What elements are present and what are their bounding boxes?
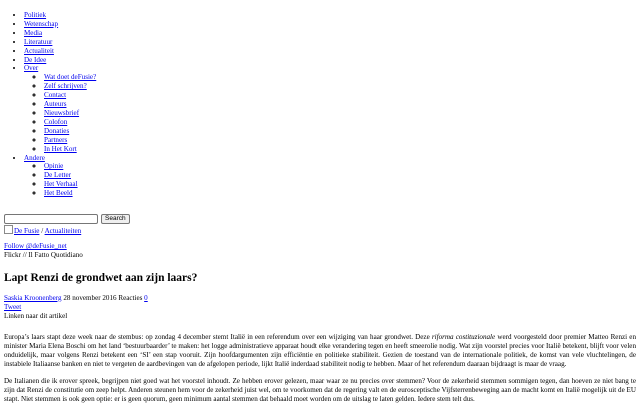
article-body	[4, 333, 636, 403]
submenu-andere	[24, 162, 640, 198]
submenu-item[interactable]	[44, 189, 640, 198]
article-paragraph	[4, 333, 636, 369]
breadcrumb-separator: /	[39, 227, 45, 236]
submenu-item[interactable]	[44, 162, 640, 171]
main-navigation	[0, 0, 640, 198]
submenu-item[interactable]	[44, 109, 640, 118]
nav-item-actualiteit[interactable]	[24, 47, 640, 56]
nav-link-auteurs[interactable]: Auteurs	[44, 100, 67, 109]
follow-block	[4, 242, 640, 251]
site-logo-alt: De Fusie	[14, 227, 40, 236]
submenu-item[interactable]	[44, 145, 640, 154]
author-link[interactable]: Saskia Kroonenberg	[4, 293, 62, 302]
submenu-item[interactable]	[44, 91, 640, 100]
twitter-follow-link[interactable]: Follow @deFusie_net	[4, 241, 67, 250]
reactions-label: Reacties	[118, 293, 143, 302]
nav-link-opinie[interactable]: Opinie	[44, 162, 64, 171]
submenu-item[interactable]	[44, 127, 640, 136]
nav-link-politiek[interactable]: Politiek	[24, 11, 47, 19]
nav-item-wetenschap[interactable]	[24, 20, 640, 29]
nav-link-wat-doet-defusie[interactable]: Wat doet deFusie?	[44, 73, 97, 82]
tweet-button[interactable]: Tweet	[4, 302, 22, 311]
breadcrumb	[4, 225, 640, 236]
submenu-over	[24, 73, 640, 153]
emphasis-text: riforma costituzionale	[431, 333, 496, 342]
submenu-item[interactable]	[44, 180, 640, 189]
broken-image-icon	[4, 225, 13, 234]
search-button[interactable]: Search	[101, 214, 130, 224]
share-tweet	[4, 303, 640, 312]
submenu-item[interactable]	[44, 118, 640, 127]
nav-link-het-verhaal[interactable]: Het Verhaal	[44, 180, 78, 189]
byline	[4, 294, 640, 303]
nav-link-actualiteit[interactable]: Actualiteit	[24, 46, 54, 55]
linkedin-share-text: Linken naar dit artikel	[4, 311, 68, 320]
nav-link-partners[interactable]: Partners	[44, 135, 68, 144]
nav-item-de-idee[interactable]	[24, 56, 640, 65]
nav-item-over[interactable]	[24, 64, 640, 153]
article-meta	[4, 294, 640, 321]
nav-link-zelf-schrijven[interactable]: Zelf schrijven?	[44, 82, 87, 91]
nav-link-de-letter[interactable]: De Letter	[44, 171, 71, 180]
category-link[interactable]: Actualiteiten	[44, 227, 82, 236]
nav-menu	[0, 11, 640, 198]
reactions-count-link[interactable]: 0	[144, 293, 148, 302]
paragraph-text: werd voorgesteld door premier Matteo Renzi en minister Maria Elena Boschi om het land ‘bestuurbaarder’ te maken: het logge administratieve apparaat houdt elke verandering tegen en heeft smeerolie nodig. Wat zijn voorstel precies voor Italië betekent, blijft voor velen onduidelijk, maar volgens Renzi betekent een ‘SI’ een stap vooruit. Zijn hoofdargumenten zijn efficiëntie en politieke stabiliteit. Gezien de toestand van de internationale politiek, de komst van vele vluchtelingen, de instabiele Italiaanse banken en niet te vergeten de aardbevingen van de afgelopen periode, lijkt Italië inderdaad stabiliteit nodig te hebben. Maar of het referendum daaraan bijdraagt is maar de vraag.	[4, 333, 636, 369]
nav-link-in-het-kort[interactable]: In Het Kort	[44, 144, 77, 153]
submenu-item[interactable]	[44, 171, 640, 180]
nav-item-media[interactable]	[24, 29, 640, 38]
nav-item-politiek[interactable]	[24, 11, 640, 20]
nav-link-de-idee[interactable]: De Idee	[24, 55, 47, 64]
site-logo-link[interactable]	[4, 227, 39, 235]
search-input[interactable]	[4, 214, 98, 224]
nav-link-nieuwsbrief[interactable]: Nieuwsbrief	[44, 108, 80, 117]
nav-link-colofon[interactable]: Colofon	[44, 117, 68, 126]
submenu-item[interactable]	[44, 136, 640, 145]
submenu-item[interactable]	[44, 82, 640, 91]
submenu-item[interactable]	[44, 73, 640, 82]
paragraph-text: Europa’s laars stapt deze week naar de stembus: op zondag 4 december stemt Italië in een referendum over een wijziging van haar grondwet. Deze	[4, 333, 432, 342]
nav-item-andere[interactable]	[24, 154, 640, 199]
nav-link-literatuur[interactable]: Literatuur	[24, 37, 53, 46]
submenu-item[interactable]	[44, 100, 640, 109]
search-form	[4, 214, 640, 224]
nav-link-over[interactable]: Over	[24, 64, 39, 73]
image-credit: Flickr // Il Fatto Quotidiano	[4, 250, 83, 259]
article-paragraph: De Italianen die ik erover spreek, begrijpen niet goed wat het voorstel inhoudt. Ze hebben erover gelezen, maar waar ze nu precies over stemmen? Voor de zekerheid stemmen sommigen tegen, dan hoeven ze niet bang te zijn dat Renzi de constitutie om zeep helpt. Anderen steunen hem voor de zekerheid juist wel, om te voorkomen dat de regering valt en de eurosceptische Vijfsterrenbeweging aan de macht komt en Italië mogelijk uit de EU stapt. Niet stemmen is ook geen optie: er is geen quorum, geen minimum aantal stemmen dat behaald moet worden om de uitslag te laten gelden. Iedere stem telt dus.	[4, 377, 636, 403]
article-date: 28 november 2016	[63, 293, 117, 302]
article-title: Lapt Renzi de grondwet aan zijn laars?	[4, 271, 198, 284]
nav-item-literatuur[interactable]	[24, 38, 640, 47]
nav-link-wetenschap[interactable]: Wetenschap	[24, 19, 59, 28]
nav-link-donaties[interactable]: Donaties	[44, 126, 70, 135]
nav-link-het-beeld[interactable]: Het Beeld	[44, 189, 73, 198]
nav-link-contact[interactable]: Contact	[44, 91, 67, 100]
nav-link-media[interactable]: Media	[24, 28, 43, 37]
nav-link-andere[interactable]: Andere	[24, 153, 45, 162]
